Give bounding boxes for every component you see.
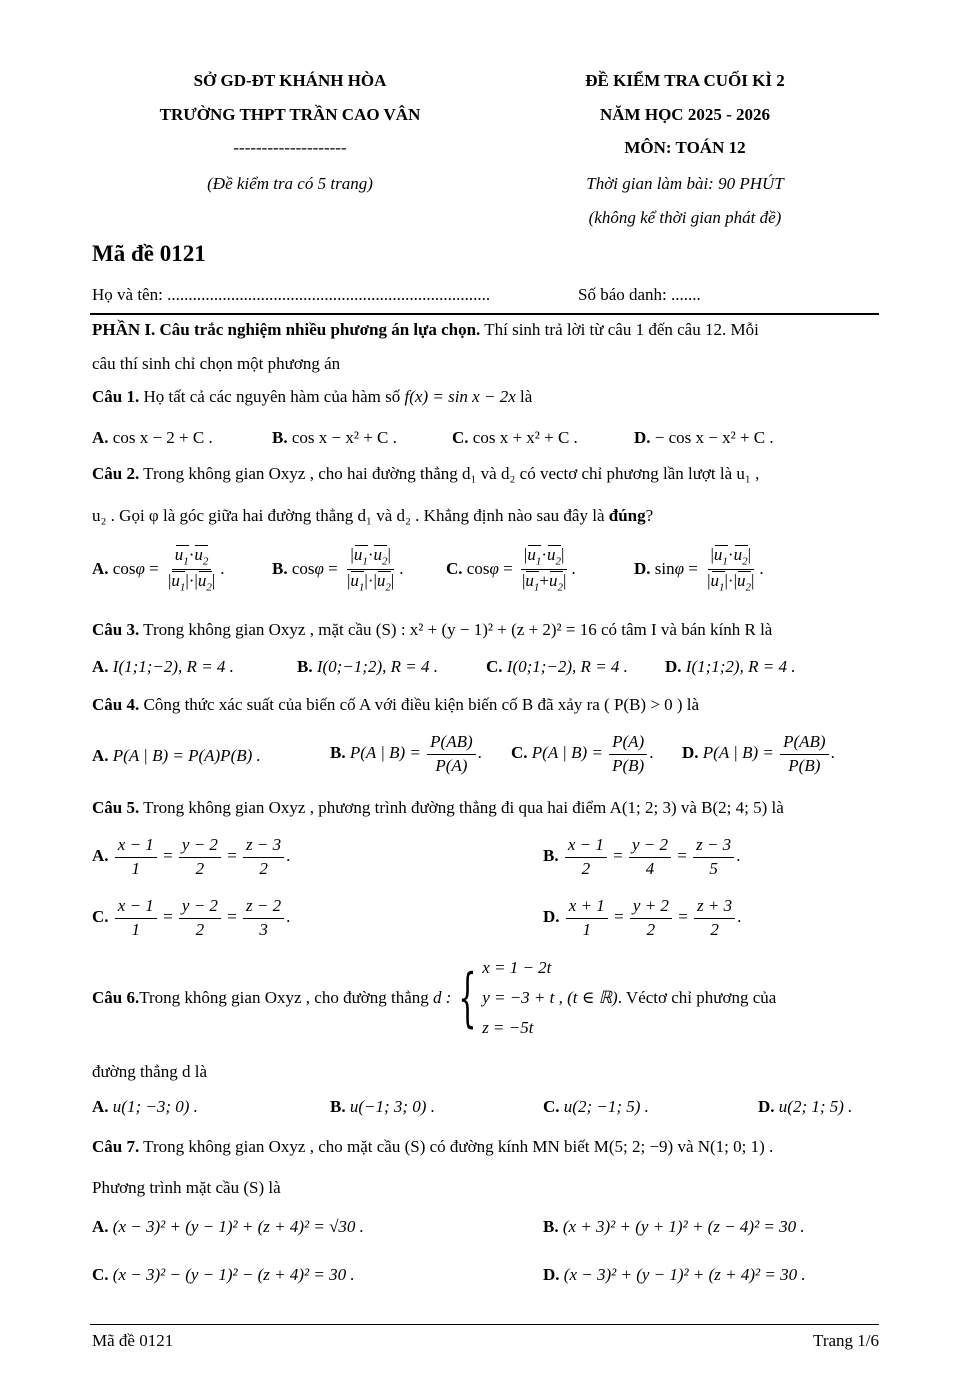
header-rule [90,313,879,315]
option-text: P(A | B) = P(A)P(B) . [112,746,261,765]
option-label: D. [758,1097,775,1116]
option-label: D. [543,1265,560,1284]
q2-option-d[interactable]: D. sinφ = $\frac{|u_1\cdot u_2|}{|u_1|\cdot|u_2|}$ . [634,545,764,594]
q3-option-b[interactable] [297,658,438,675]
q4-option-c[interactable]: C. P(A | B) = $\frac{P(A)}{P(B)}$ . [511,732,654,775]
q3-option-a[interactable] [92,658,234,675]
option-label: B. [272,428,288,447]
question-1-tail: là [515,387,533,406]
question-6-line2: đường thẳng d là [92,1062,207,1081]
option-label: C. [511,743,528,763]
option-text: I(0;1;−2), R = 4 . [506,657,628,676]
option-label: A. [92,428,109,447]
option-label: B. [330,1097,346,1116]
option-label: C. [543,1097,560,1116]
option-label: D. [665,657,682,676]
q6-option-b[interactable] [330,1098,435,1115]
exam-code: Mã đề 0121 [92,241,206,266]
question-4-label: Câu 4. [92,695,140,714]
option-label: A. [92,746,109,765]
option-label: A. [92,558,109,578]
option-text: (x − 3)² + (y − 1)² + (z + 4)² = 30 . [563,1265,806,1284]
question-5-label: Câu 5. [92,798,140,817]
option-text: u(−1; 3; 0) . [349,1097,435,1116]
question-4 [92,696,699,713]
option-text: u(1; −3; 0) . [112,1097,198,1116]
q5-option-c[interactable]: C. $\frac{x - 1}{1}$ = $\frac{y - 2}{2}$ = $\frac{z - 2}{3}$ . [92,896,291,939]
q6-option-c[interactable] [543,1098,649,1115]
option-text: cos x − 2 + C . [112,428,213,447]
option-text: (x − 3)² − (y − 1)² − (z + 4)² = 30 . [112,1265,355,1284]
subject: MÔN: TOÁN 12 [624,138,746,157]
question-5 [92,799,784,816]
option-label: A. [92,1217,109,1236]
q3-option-d[interactable] [665,658,795,675]
option-label: D. [543,907,560,927]
question-3-label: Câu 3. [92,620,140,639]
q1-option-b[interactable] [272,429,397,446]
question-1-label: Câu 1. [92,387,140,406]
option-text: (x + 3)² + (y + 1)² + (z − 4)² = 30 . [562,1217,805,1236]
question-3 [92,621,772,638]
q4-option-a[interactable] [92,747,261,764]
duration-note: (không kể thời gian phát đề) [588,208,782,227]
exam-title: ĐỀ KIỂM TRA CUỐI KÌ 2 [585,71,785,90]
system-row: x = 1 − 2t [482,958,552,977]
q7-option-b[interactable] [543,1218,805,1235]
question-1-function: f(x) = sin x − 2x [404,387,516,406]
question-3-text: Trong không gian Oxyz , mặt cầu (S) : x² + (y − 1)² + (z + 2)² = 16 có tâm I và bán kính R là [139,620,773,639]
question-5-text: Trong không gian Oxyz , phương trình đường thẳng đi qua hai điểm A(1; 2; 3) và B(2; 4; 5) là [139,798,784,817]
option-label: C. [486,657,503,676]
option-label: C. [92,907,109,927]
question-6-tail: . Véctơ chỉ phương của [617,988,777,1007]
part1-instruction-cont: câu thí sinh chỉ chọn một phương án [92,354,341,373]
system-row: z = −5t [482,1018,534,1037]
question-6-text: Trong không gian Oxyz , cho đường thẳng [139,988,429,1007]
question-7-text: Trong không gian Oxyz , cho mặt cầu (S) có đường kính MN biết M(5; 2; −9) và N(1; 0; 1) . [139,1137,774,1156]
option-text: I(1;1;2), R = 4 . [685,657,796,676]
system-row: y = −3 + t , (t ∈ ℝ) [482,988,618,1007]
question-7-line2: Phương trình mặt cầu (S) là [92,1178,281,1197]
q6-option-d[interactable] [758,1098,852,1115]
footer-page-number: Trang 1/6 [813,1331,879,1350]
option-label: C. [92,1265,109,1284]
q5-option-d[interactable]: D. $\frac{x + 1}{1}$ = $\frac{y + 2}{2}$ = $\frac{z + 3}{2}$ . [543,896,742,939]
option-label: A. [92,657,109,676]
q1-option-d[interactable] [634,429,774,446]
q7-option-c[interactable] [92,1266,355,1283]
school-department: SỞ GD-ĐT KHÁNH HÒA [193,71,387,90]
option-label: C. [446,558,463,578]
option-label: A. [92,846,109,866]
option-text: − cos x − x² + C . [654,428,774,447]
question-4-text: Công thức xác suất của biến cố A với điều kiện biến cố B đã xảy ra ( P(B) > 0 ) là [139,695,700,714]
duration: Thời gian làm bài: 90 PHÚT [586,174,784,193]
question-2-text-cont: u₂ . Gọi φ là góc giữa hai đường thẳng d₁ và d₂ . Khẳng định nào sau đây là [92,506,609,525]
question-6: Câu 6. Trong không gian Oxyz , cho đường thẳng d : { x = 1 − 2t y = −3 + t , (t ∈ ℝ) z = −5t . Véctơ chỉ phương của [92,958,777,1037]
q7-option-d[interactable] [543,1266,806,1283]
q2-option-b[interactable]: B. cosφ = $\frac{|u_1\cdot u_2|}{|u_1|\cdot|u_2|}$ . [272,545,404,594]
option-text: cos x + x² + C . [472,428,578,447]
option-label: A. [92,1097,109,1116]
q6-option-a[interactable] [92,1098,198,1115]
option-text: u(2; −1; 5) . [563,1097,649,1116]
option-label: B. [330,743,346,763]
q5-option-b[interactable]: B. $\frac{x - 1}{2}$ = $\frac{y - 2}{4}$ = $\frac{z - 3}{5}$ . [543,835,741,878]
option-text: cos x − x² + C . [291,428,397,447]
option-label: D. [634,558,651,578]
q2-option-c[interactable]: C. cosφ = $\frac{|u_1\cdot u_2|}{|u_1+u_2|}$ . [446,545,576,594]
part1-title: PHẦN I. Câu trắc nghiệm nhiều phương án lựa chọn. [92,320,481,339]
q3-option-c[interactable] [486,658,628,675]
question-2-emphasis: đúng [608,506,646,525]
question-2-end: ? [645,506,654,525]
page-count-note: (Đề kiểm tra có 5 trang) [207,174,373,193]
part1-instruction: Thí sinh trả lời từ câu 1 đến câu 12. Mỗi [480,320,759,339]
option-text: u(2; 1; 5) . [778,1097,853,1116]
part1-heading [92,321,759,338]
question-6-label: Câu 6. [92,988,140,1007]
header-divider: -------------------- [233,138,347,157]
option-label: D. [634,428,651,447]
option-text: I(0;−1;2), R = 4 . [316,657,438,676]
question-2 [92,465,759,482]
option-label: D. [682,743,699,763]
option-text: I(1;1;−2), R = 4 . [112,657,234,676]
footer-rule [90,1324,879,1325]
option-label: B. [543,846,559,866]
question-2-line2 [92,507,653,524]
q1-option-a[interactable] [92,429,213,446]
footer-exam-code: Mã đề 0121 [92,1331,174,1350]
q7-option-a[interactable] [92,1218,364,1235]
option-label: B. [272,558,288,578]
question-2-label: Câu 2. [92,464,140,483]
question-1-text: Họ tất cả các nguyên hàm của hàm số [139,387,405,406]
line-system: { x = 1 − 2t y = −3 + t , (t ∈ ℝ) z = −5t [458,958,618,1037]
question-7 [92,1138,773,1155]
id-field: Số báo danh: ....... [578,285,701,304]
q4-option-b[interactable]: B. P(A | B) = $\frac{P(AB)}{P(A)}$ . [330,732,482,775]
q2-option-a[interactable]: A. cosφ = $\frac{u_1\cdot u_2}{|u_1|\cdot|u_2|}$ . [92,545,225,594]
q4-option-d[interactable]: D. P(A | B) = $\frac{P(AB)}{P(B)}$ . [682,732,835,775]
school-name: TRƯỜNG THPT TRẦN CAO VÂN [159,105,421,124]
q1-option-c[interactable] [452,429,578,446]
option-text: (x − 3)² + (y − 1)² + (z + 4)² = √30 . [112,1217,364,1236]
name-field: Họ và tên: ............................................................................ [92,285,491,304]
option-label: C. [452,428,469,447]
question-1 [92,388,532,405]
question-7-label: Câu 7. [92,1137,140,1156]
school-year: NĂM HỌC 2025 - 2026 [600,105,770,124]
option-label: B. [543,1217,559,1236]
q5-option-a[interactable]: A. $\frac{x - 1}{1}$ = $\frac{y - 2}{2}$ = $\frac{z - 3}{2}$ . [92,835,291,878]
option-label: B. [297,657,313,676]
question-2-text: Trong không gian Oxyz , cho hai đường thẳng d₁ và d₂ có vectơ chỉ phương lần lượt là u₁ , [139,464,760,483]
